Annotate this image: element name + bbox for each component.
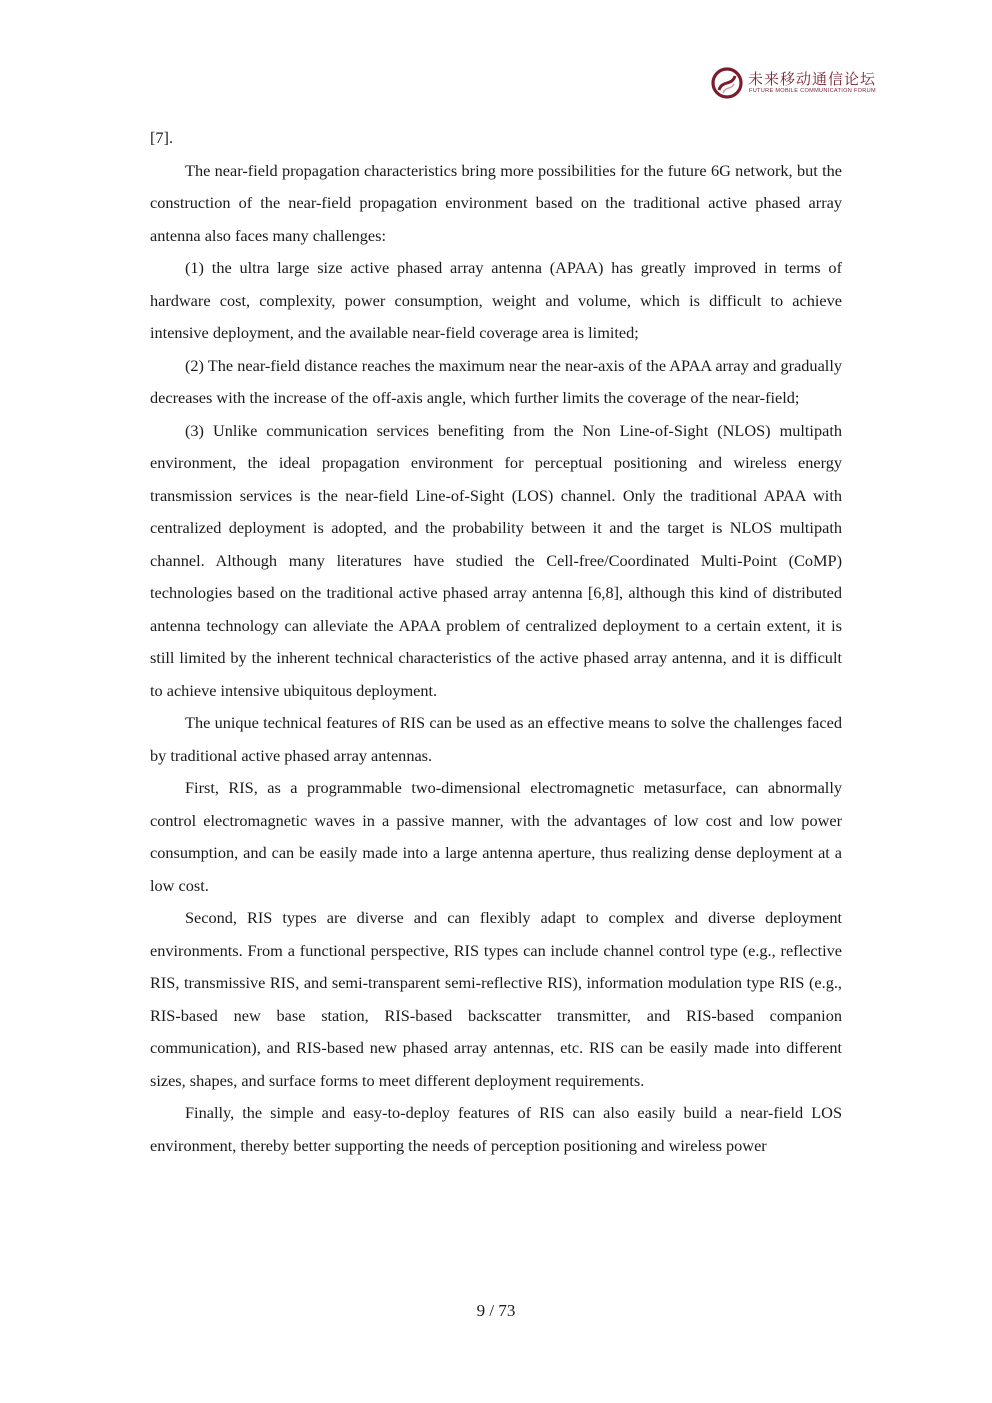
list-item-3: (3) Unlike communication services benefiting from the Non Line-of-Sight (NLOS) multipath environment, the ideal propagation environment for perceptual positioning and wireless energy transmission services is the near-field Line-of-Sight (LOS) channel. Only the traditional APAA with centralized deployment is adopted, and the probability between it and the target is NLOS multipath channel. Although many literatures have studied the Cell-free/Coordinated Multi-Point (CoMP) technologies based on the traditional active phased array antenna [6,8], although this kind of distributed antenna technology can alleviate the APAA problem of centralized deployment to a certain extent, it is still limited by the inherent technical characteristics of the active phased array antenna, and it is difficult to achieve intensive ubiquitous deployment.	[150, 420, 842, 700]
paragraph: First, RIS, as a programmable two-dimensional electromagnetic metasurface, can abnormally control electromagnetic waves in a passive manner, with the advantages of low cost and low power consumption, and can be easily made into a large antenna aperture, thus realizing dense deployment at a low cost.	[150, 778, 842, 895]
forum-logo-icon	[710, 66, 744, 100]
forum-logo	[710, 66, 880, 102]
list-item-2: (2) The near-field distance reaches the maximum near the near-axis of the APAA array and gradually decreases with the increase of the off-axis angle, which further limits the coverage of the near-field;	[150, 355, 842, 407]
paragraph: Second, RIS types are diverse and can flexibly adapt to complex and diverse deployment environments. From a functional perspective, RIS types can include channel control type (e.g., reflective RIS, transmissive RIS, and semi-transparent semi-reflective RIS), information modulation type RIS (e.g., RIS-based new base station, RIS-based backscatter transmitter, and RIS-based companion communication), and RIS-based new phased array antennas, etc. RIS can be easily made into different sizes, shapes, and surface forms to meet different deployment requirements.	[150, 908, 842, 1090]
paragraph: Finally, the simple and easy-to-deploy features of RIS can also easily build a near-field LOS environment, thereby better supporting the needs of perception positioning and wireless power	[150, 1103, 842, 1155]
paragraph: [7].	[150, 128, 174, 147]
paragraph: The near-field propagation characteristics bring more possibilities for the future 6G network, but the construction of the near-field propagation environment based on the traditional active phased array antenna also faces many challenges:	[150, 160, 842, 245]
logo-english-text: FUTURE MOBILE COMMUNICATION FORUM	[749, 88, 876, 94]
body-text	[150, 122, 842, 1162]
list-item-1: (1) the ultra large size active phased array antenna (APAA) has greatly improved in terms of hardware cost, complexity, power consumption, weight and volume, which is difficult to achieve intensive deployment, and the available near-field coverage area is limited;	[150, 258, 842, 342]
page-number: 9 / 73	[476, 1301, 516, 1320]
logo-chinese-text: 未来移动通信论坛	[748, 70, 877, 88]
paragraph: The unique technical features of RIS can be used as an effective means to solve the challenges faced by traditional active phased array antennas.	[150, 713, 842, 765]
